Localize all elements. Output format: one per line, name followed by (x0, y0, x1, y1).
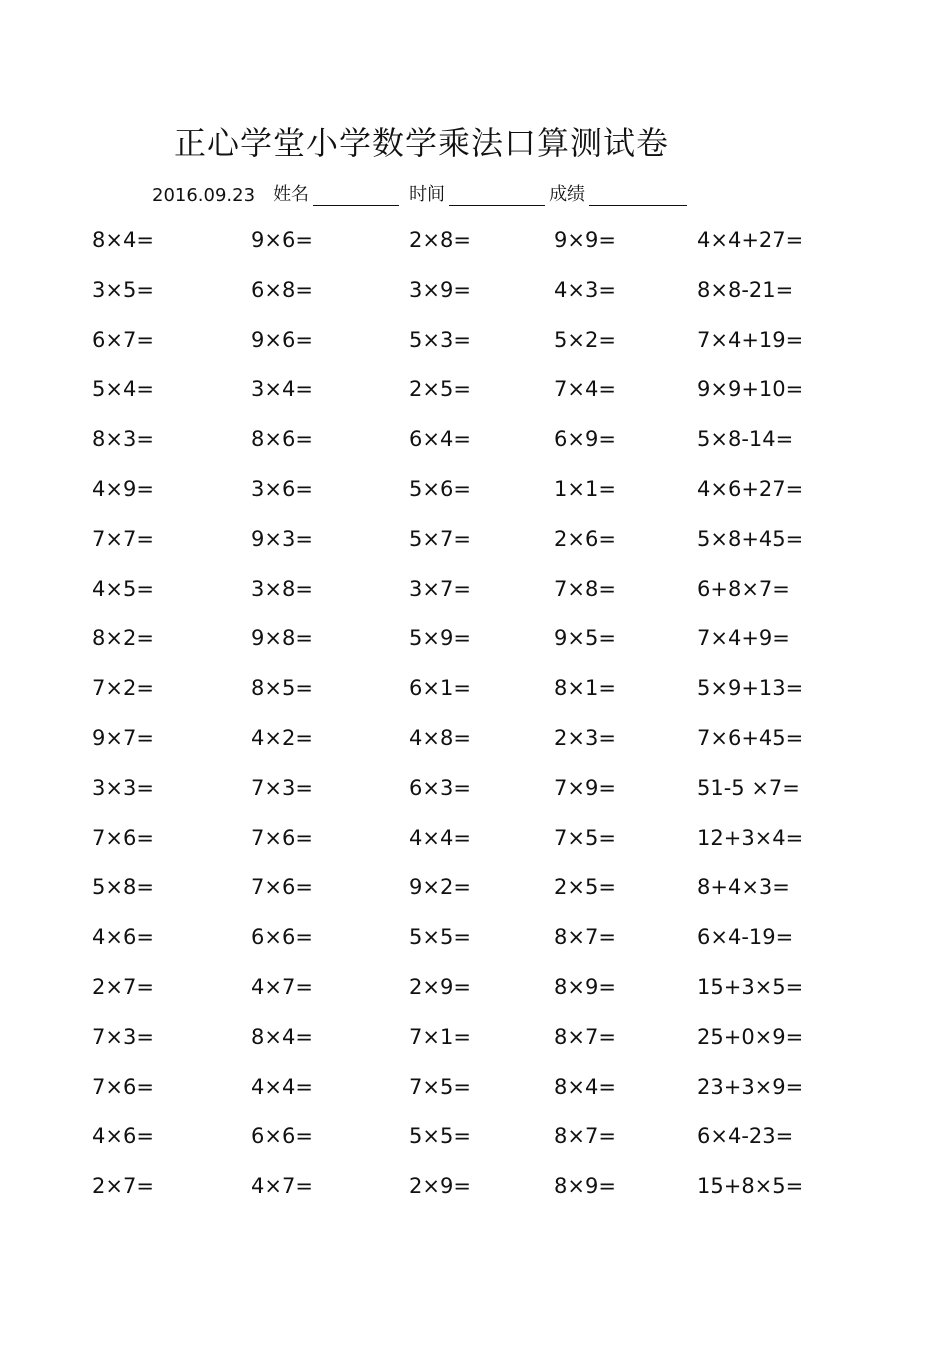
problem-item: 2×3= (554, 725, 616, 750)
problem-item: 9×7= (92, 725, 154, 750)
problem-row (0, 871, 950, 921)
page-title: 正心学堂小学数学乘法口算测试卷 (174, 124, 670, 162)
problem-row (0, 473, 950, 523)
problem-item: 15+3×5= (697, 974, 804, 999)
problem-item: 7×5= (554, 825, 616, 850)
problem-item: 7×8= (554, 576, 616, 601)
problem-item: 7×1= (409, 1024, 471, 1049)
problem-item: 7×3= (251, 775, 313, 800)
problem-row (0, 1120, 950, 1170)
problem-item: 8+4×3= (697, 875, 790, 900)
problem-item: 8×8-21= (697, 277, 794, 302)
problem-row (0, 324, 950, 374)
problem-item: 7×2= (92, 676, 154, 701)
score-blank[interactable] (589, 187, 687, 206)
problem-item: 9×5= (554, 626, 616, 651)
problem-item: 8×4= (92, 228, 154, 252)
problem-item: 9×6= (251, 327, 313, 352)
problem-item: 9×8= (251, 626, 313, 651)
problem-item: 6×8= (251, 277, 313, 302)
problem-row (0, 772, 950, 822)
problem-item: 2×9= (409, 1174, 471, 1199)
problem-item: 23+3×9= (697, 1074, 804, 1099)
problem-item: 8×4= (554, 1074, 616, 1099)
problem-row (0, 971, 950, 1021)
problem-row (0, 722, 950, 772)
problem-item: 5×8= (92, 875, 154, 900)
problem-item: 4×2= (251, 725, 313, 750)
problem-item: 3×6= (251, 476, 313, 501)
problem-item: 4×4+27= (697, 228, 804, 252)
problem-row (0, 921, 950, 971)
problem-item: 5×5= (409, 925, 471, 950)
time-label: 时间 (409, 184, 446, 205)
problem-grid (0, 224, 950, 1220)
problem-item: 5×8-14= (697, 427, 794, 452)
problem-item: 9×9= (554, 228, 616, 252)
problem-item: 6×4= (409, 427, 471, 452)
problem-item: 12+3×4= (697, 825, 804, 850)
problem-item: 4×8= (409, 725, 471, 750)
problem-item: 7×5= (409, 1074, 471, 1099)
problem-item: 9×3= (251, 526, 313, 551)
problem-item: 2×6= (554, 526, 616, 551)
problem-item: 25+0×9= (697, 1024, 804, 1049)
problem-row (0, 1170, 950, 1220)
problem-item: 2×9= (409, 974, 471, 999)
problem-row (0, 672, 950, 722)
problem-item: 6×7= (92, 327, 154, 352)
problem-row (0, 822, 950, 872)
problem-item: 9×2= (409, 875, 471, 900)
problem-item: 6×6= (251, 1124, 313, 1149)
problem-item: 8×7= (554, 925, 616, 950)
problem-item: 5×2= (554, 327, 616, 352)
problem-item: 3×5= (92, 277, 154, 302)
problem-item: 7×7= (92, 526, 154, 551)
problem-item: 2×7= (92, 974, 154, 999)
problem-item: 1×1= (554, 476, 616, 501)
problem-item: 5×6= (409, 476, 471, 501)
problem-item: 8×9= (554, 974, 616, 999)
problem-item: 3×4= (251, 377, 313, 402)
problem-item: 4×3= (554, 277, 616, 302)
problem-item: 4×4= (409, 825, 471, 850)
problem-item: 3×7= (409, 576, 471, 601)
problem-item: 4×7= (251, 974, 313, 999)
problem-item: 6×9= (554, 427, 616, 452)
problem-item: 7×6= (92, 825, 154, 850)
problem-item: 2×5= (409, 377, 471, 402)
problem-item: 5×7= (409, 526, 471, 551)
name-blank[interactable] (313, 187, 399, 206)
problem-item: 6×4-23= (697, 1124, 794, 1149)
problem-item: 9×6= (251, 228, 313, 252)
problem-item: 7×6= (251, 825, 313, 850)
score-label: 成绩 (549, 184, 586, 205)
problem-item: 6+8×7= (697, 576, 790, 601)
problem-item: 7×6+45= (697, 725, 804, 750)
problem-item: 8×7= (554, 1124, 616, 1149)
problem-item: 5×9+13= (697, 676, 804, 701)
problem-row (0, 523, 950, 573)
problem-item: 5×4= (92, 377, 154, 402)
problem-item: 2×7= (92, 1174, 154, 1199)
problem-item: 6×6= (251, 925, 313, 950)
problem-item: 7×3= (92, 1024, 154, 1049)
problem-item: 8×4= (251, 1024, 313, 1049)
problem-item: 4×6= (92, 1124, 154, 1149)
problem-row (0, 573, 950, 623)
problem-item: 15+8×5= (697, 1174, 804, 1199)
problem-item: 8×6= (251, 427, 313, 452)
problem-item: 5×5= (409, 1124, 471, 1149)
problem-item: 4×6+27= (697, 476, 804, 501)
problem-item: 2×5= (554, 875, 616, 900)
problem-item: 8×2= (92, 626, 154, 651)
problem-item: 8×9= (554, 1174, 616, 1199)
problem-item: 7×6= (92, 1074, 154, 1099)
problem-item: 7×9= (554, 775, 616, 800)
problem-item: 7×4+19= (697, 327, 804, 352)
problem-row (0, 274, 950, 324)
problem-item: 4×4= (251, 1074, 313, 1099)
problem-item: 4×7= (251, 1174, 313, 1199)
problem-item: 6×4-19= (697, 925, 794, 950)
time-blank[interactable] (449, 187, 545, 206)
problem-item: 7×6= (251, 875, 313, 900)
problem-row (0, 423, 950, 473)
problem-row (0, 224, 950, 274)
name-label: 姓名 (273, 184, 310, 205)
problem-item: 8×7= (554, 1024, 616, 1049)
problem-row (0, 1021, 950, 1071)
problem-item: 2×8= (409, 228, 471, 252)
problem-row (0, 622, 950, 672)
problem-item: 8×5= (251, 676, 313, 701)
problem-item: 8×3= (92, 427, 154, 452)
problem-item: 5×3= (409, 327, 471, 352)
problem-item: 3×8= (251, 576, 313, 601)
problem-item: 8×1= (554, 676, 616, 701)
problem-item: 5×8+45= (697, 526, 804, 551)
problem-row (0, 373, 950, 423)
problem-item: 4×9= (92, 476, 154, 501)
problem-item: 4×6= (92, 925, 154, 950)
problem-item: 3×3= (92, 775, 154, 800)
problem-item: 9×9+10= (697, 377, 804, 402)
date: 2016.09.23 (152, 185, 256, 206)
problem-item: 6×1= (409, 676, 471, 701)
problem-item: 5×9= (409, 626, 471, 651)
problem-item: 7×4+9= (697, 626, 790, 651)
problem-row (0, 1071, 950, 1121)
problem-item: 51-5 ×7= (697, 775, 800, 800)
problem-item: 3×9= (409, 277, 471, 302)
info-line (152, 180, 687, 206)
problem-item: 7×4= (554, 377, 616, 402)
problem-item: 6×3= (409, 775, 471, 800)
problem-item: 4×5= (92, 576, 154, 601)
